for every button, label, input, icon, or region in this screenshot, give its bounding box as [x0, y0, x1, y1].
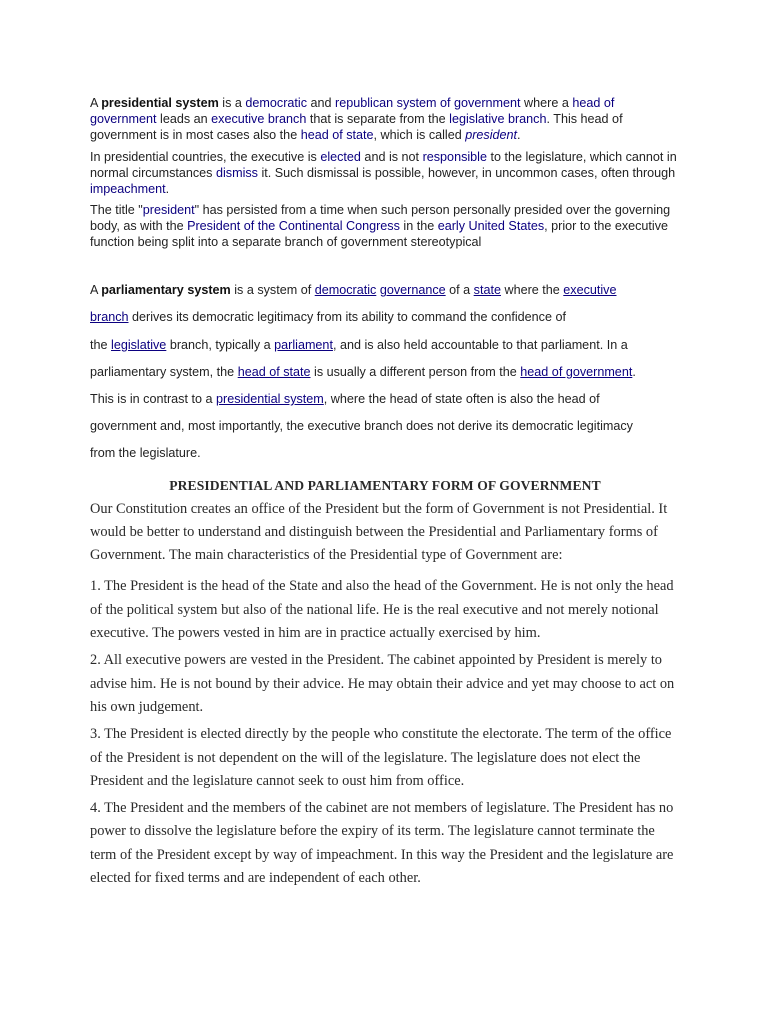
text-run: A [90, 96, 102, 110]
text-run: to the legislature, which cannot in normal circumstances [90, 149, 677, 180]
text-line [90, 440, 680, 467]
wiki-link[interactable]: legislative [111, 337, 167, 352]
text-run: . [632, 364, 636, 379]
text-run: leads an [156, 111, 212, 126]
text-run: This is in contrast to a [90, 391, 216, 406]
text-line [90, 304, 680, 331]
bold-term: presidential system [101, 96, 219, 110]
wiki-link[interactable]: President of the Continental Congress [187, 219, 400, 234]
text-run: parliamentary system, the [90, 364, 238, 379]
wiki-link[interactable]: presidential system [216, 391, 324, 406]
list-item: 3. The President is elected directly by the people who constitute the electorate. The term of the office of the President is not dependent on the will of the legislature. The legislature does not elect the President and the legislature cannot seek to oust him from office. [90, 726, 672, 789]
text-run: In presidential countries, the executive is [90, 149, 321, 164]
text-run: where a [520, 96, 573, 110]
text-run: . This head of government is in most cases also the [90, 111, 623, 142]
form-of-government-section [90, 474, 680, 891]
text-run: in the [399, 219, 438, 234]
text-run: the [90, 337, 112, 352]
bold-term: parliamentary system [101, 283, 231, 298]
document-page [90, 96, 680, 894]
wiki-link[interactable]: state [473, 283, 501, 298]
list-item: 1. The President is the head of the State and also the head of the Government. He is not only the head of the political system but also of the national life. He is the real executive and not merely notional executive. The powers vested in him are in practice actually exercised by him. [90, 578, 674, 642]
wiki-link[interactable]: elected [320, 149, 361, 164]
text-line [90, 359, 680, 386]
wiki-link[interactable]: executive [563, 283, 617, 298]
text-run: and is not [360, 149, 423, 164]
text-line [90, 277, 680, 304]
wiki-link[interactable]: democratic [314, 283, 377, 298]
text-run: , which is called [373, 127, 466, 142]
text-run: where the [500, 283, 564, 298]
text-run: , and is also held accountable to that parliament. In a [332, 337, 628, 352]
wiki-link[interactable]: executive branch [211, 111, 307, 126]
text-line [90, 332, 680, 359]
text-run: and [307, 96, 336, 110]
text-run: is a system of [230, 283, 315, 298]
text-run: " has persisted from a time when such person personally presided over the governing body, as with the [90, 203, 671, 234]
list-item: 4. The President and the members of the cabinet are not members of legislature. The President has no power to dissolve the legislature before the expiry of its term. The legislature cannot terminate the term of the President except by way of impeachment. In this way the President and the legislature are elected for fixed terms and are independent of each other. [90, 800, 674, 887]
text-run: . [165, 181, 170, 196]
text-run: it. Such dismissal is possible, however, in uncommon cases, often through [257, 165, 676, 180]
text-run: government and, most importantly, the executive branch does not derive its democratic legitimacy [90, 419, 633, 434]
text-run: A [90, 283, 102, 298]
text-run: from the legislature. [90, 446, 201, 461]
wiki-link[interactable]: head of government [520, 364, 633, 379]
paragraph [90, 96, 680, 144]
text-run: that is separate from the [306, 111, 450, 126]
wiki-link[interactable]: republican system of government [335, 96, 521, 110]
presidential-system-section [90, 96, 680, 251]
wiki-link[interactable]: head of state [237, 364, 311, 379]
section-heading: PRESIDENTIAL AND PARLIAMENTARY FORM OF GOVERNMENT [169, 477, 601, 493]
wiki-link[interactable]: branch [90, 310, 129, 325]
paragraph: Our Constitution creates an office of the President but the form of Government is not Presidential. It would be better to understand and distinguish between the Presidential and Parliamentary forms of Government. The main characteristics of the Presidential type of Government are: [90, 500, 668, 564]
wiki-link[interactable]: parliament [274, 337, 333, 352]
text-run: The title " [90, 203, 143, 218]
list-item: 2. All executive powers are vested in the President. The cabinet appointed by President is merely to advise him. He is not bound by their advice. He may obtain their advice and yet may choose to act on his own judgement. [90, 652, 675, 715]
wiki-link[interactable]: dismiss [215, 165, 258, 180]
wiki-link[interactable]: head of government [90, 96, 615, 126]
text-line [90, 413, 680, 440]
text-run: is a [218, 96, 246, 110]
wiki-link[interactable]: head of state [300, 127, 374, 142]
wiki-link[interactable]: impeachment [90, 181, 166, 196]
text-run: , where the head of state often is also the head of [323, 391, 600, 406]
wiki-link[interactable]: governance [379, 283, 446, 298]
wiki-link[interactable]: responsible [422, 149, 487, 164]
text-run: is usually a different person from the [310, 364, 521, 379]
text-run: , prior to the executive function being split into a separate branch of government stereotypical [90, 219, 669, 250]
wiki-link[interactable]: democratic [245, 96, 308, 110]
wiki-link[interactable]: president [465, 127, 518, 142]
paragraph [90, 203, 680, 251]
paragraph [90, 150, 680, 198]
wiki-link[interactable]: early United States [437, 219, 545, 234]
text-run: . [517, 127, 521, 142]
text-line [90, 386, 680, 413]
wiki-link[interactable]: legislative branch [449, 111, 547, 126]
text-run: derives its democratic legitimacy from its ability to command the confidence of [128, 310, 566, 325]
parliamentary-system-section [90, 277, 680, 467]
wiki-link[interactable]: president [142, 203, 195, 218]
text-run: of a [445, 283, 474, 298]
text-run: branch, typically a [166, 337, 275, 352]
